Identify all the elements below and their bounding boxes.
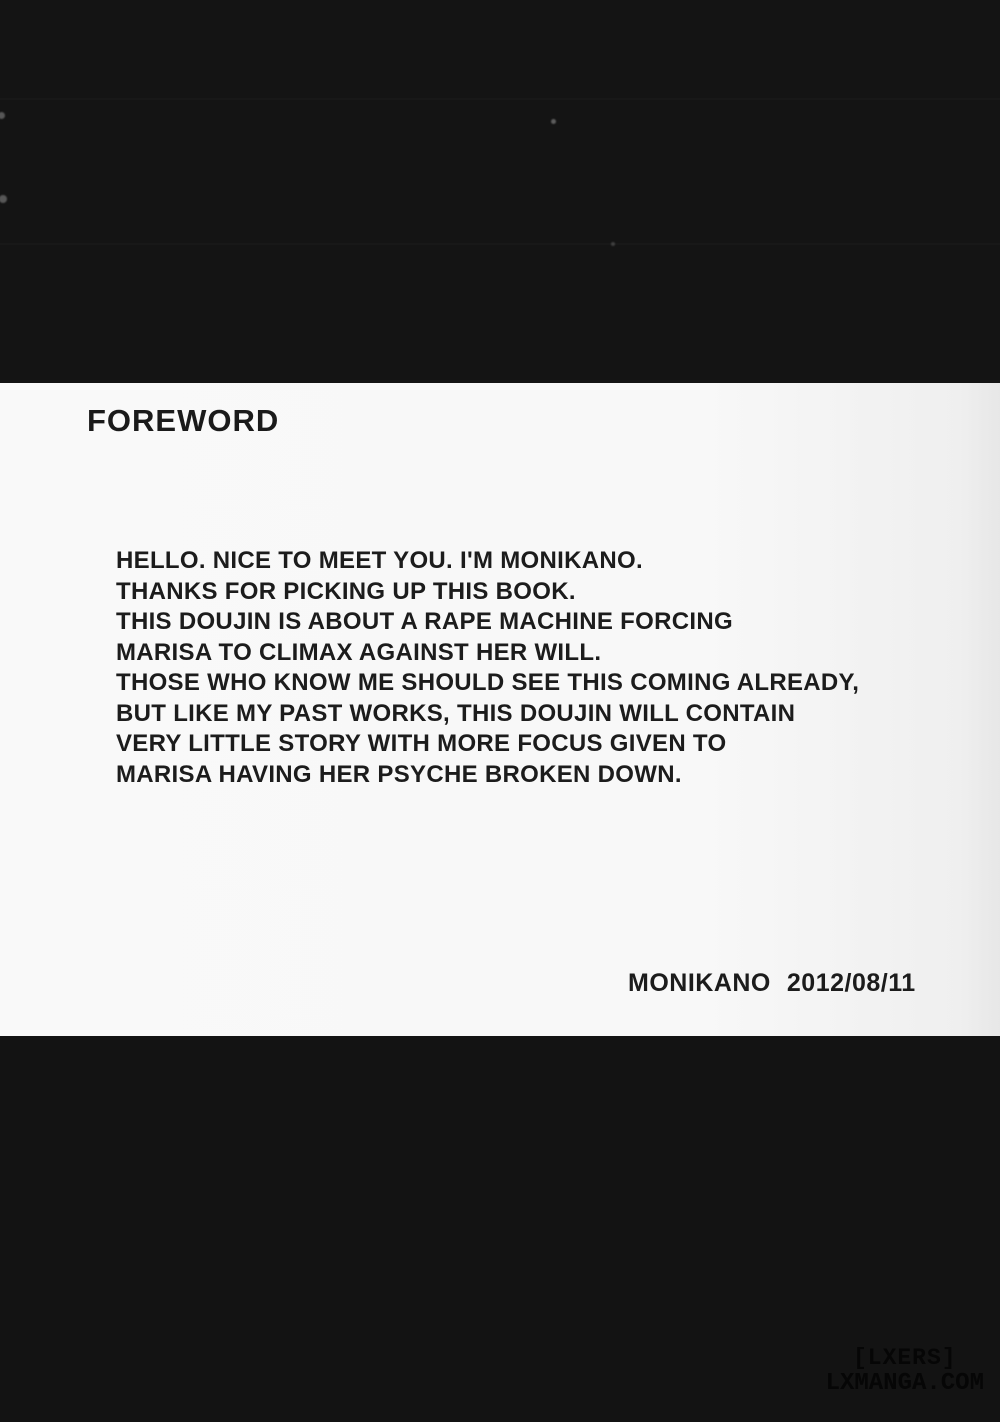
signature-date: 2012/08/11 [786,969,916,997]
dust-speck [0,112,5,119]
foreword-panel [0,383,1000,1036]
watermark [826,1346,984,1396]
signature-author: MONIKANO [628,969,771,997]
dust-speck [611,242,615,246]
foreword-line-2: THANKS FOR PICKING UP THIS BOOK. [116,577,576,605]
page-title: FOREWORD [87,403,280,438]
dust-speck [0,195,7,203]
foreword-line-4: MARISA TO CLIMAX AGAINST HER WILL. [116,638,602,666]
foreword-line-1: HELLO. NICE TO MEET YOU. I'M MONIKANO. [116,547,643,574]
foreword-line-3: THIS DOUJIN IS ABOUT A RAPE MACHINE FORCING [116,608,733,635]
watermark-group-tag: [LXERS] [852,1345,957,1371]
foreword-line-6: BUT LIKE MY PAST WORKS, THIS DOUJIN WILL CONTAIN [116,699,796,727]
signature [628,969,916,998]
foreword-paragraph [116,546,986,790]
foreword-line-5: THOSE WHO KNOW ME SHOULD SEE THIS COMING ALREADY, [116,669,860,696]
dust-speck [551,119,556,124]
bottom-black-band [0,1036,1000,1422]
foreword-line-8: MARISA HAVING HER PSYCHE BROKEN DOWN. [116,760,682,788]
foreword-line-7: VERY LITTLE STORY WITH MORE FOCUS GIVEN TO [116,730,727,757]
scan-artifact-line [0,243,1000,245]
top-black-band [0,0,1000,383]
watermark-site-name: LXMANGA.COM [825,1370,984,1397]
scan-artifact-line [0,98,1000,100]
